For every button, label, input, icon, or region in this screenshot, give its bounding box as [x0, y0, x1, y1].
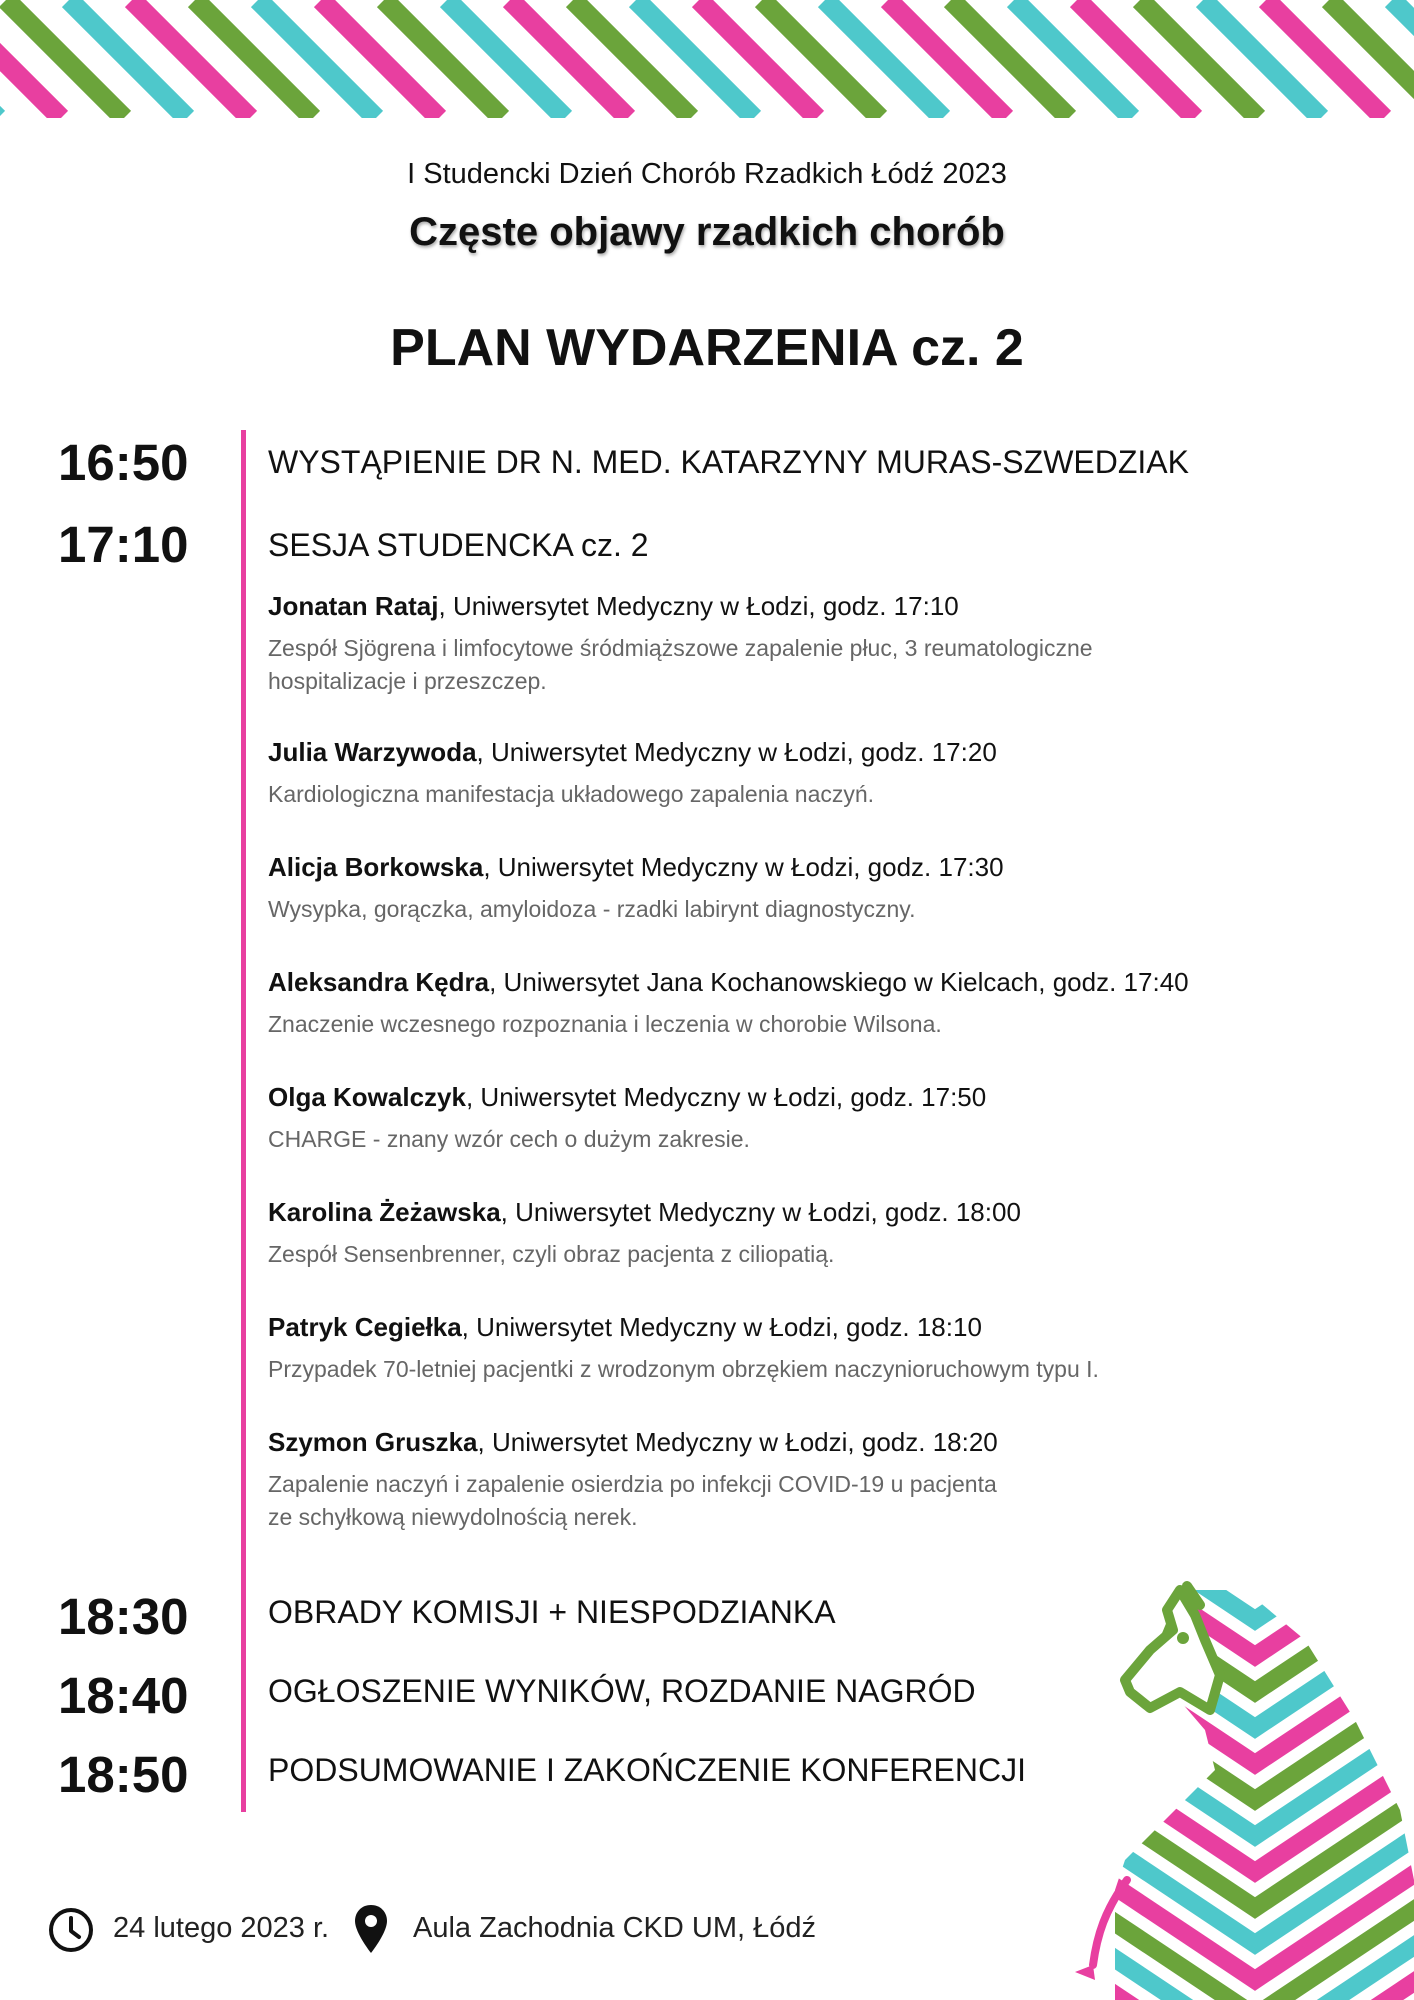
talk-topic: Zespół Sjögrena i limfocytowe śródmiąższowe zapalenie płuc, 3 reumatologiczne — [268, 635, 1093, 661]
stripe — [699, 0, 817, 118]
slot-title: SESJA STUDENCKA cz. 2 — [268, 527, 649, 563]
slot-title: OGŁOSZENIE WYNIKÓW, ROZDANIE NAGRÓD — [268, 1673, 976, 1709]
speaker-details: , Uniwersytet Jana Kochanowskiego w Kielcach, godz. 17:40 — [489, 967, 1189, 997]
event-name: I Studencki Dzień Chorób Rzadkich Łódź 2023 — [407, 158, 1007, 190]
speaker-name: Julia Warzywoda — [268, 737, 477, 767]
stripe — [1140, 0, 1258, 118]
zebra-stripe — [1075, 1680, 1414, 1800]
slot-title: OBRADY KOMISJI + NIESPODZIANKA — [268, 1594, 836, 1630]
talk-item — [268, 1195, 1228, 1271]
slot-title: WYSTĄPIENIE DR N. MED. KATARZYNY MURAS-SZWEDZIAK — [268, 444, 1189, 480]
event-location: Aula Zachodnia CKD UM, Łódź — [413, 1912, 816, 1944]
zebra-stripe — [1075, 1644, 1414, 1764]
stripe — [6, 0, 124, 118]
speaker-details: , Uniwersytet Medyczny w Łodzi, godz. 18:10 — [461, 1312, 982, 1342]
stripe — [447, 0, 565, 118]
event-subtitle: Częste objawy rzadkich chorób — [409, 210, 1005, 254]
talk-topic: Kardiologiczna manifestacja układowego zapalenia naczyń. — [268, 781, 875, 807]
stripe — [258, 0, 376, 118]
time-label: 16:50 — [58, 434, 189, 491]
zebra-illustration — [1055, 1580, 1414, 2000]
talk-item — [268, 965, 1228, 1041]
timeline-line — [241, 430, 246, 1812]
speaker-name: Jonatan Rataj — [268, 591, 439, 621]
stripe — [1266, 0, 1384, 118]
speaker-details: , Uniwersytet Medyczny w Łodzi, godz. 17:50 — [465, 1082, 987, 1112]
talk-topic: CHARGE - znany wzór cech o dużym zakresie. — [268, 1126, 750, 1152]
stripe — [69, 0, 187, 118]
talk-item — [268, 1310, 1228, 1386]
talk-item — [268, 850, 1228, 926]
talk-topic: Przypadek 70-letniej pacjentki z wrodzonym obrzękiem naczynioruchowym typu I. — [268, 1356, 1099, 1382]
time-label: 18:40 — [58, 1667, 189, 1724]
stripe — [888, 0, 1006, 118]
talk-item — [268, 1080, 1228, 1156]
talk-item — [268, 589, 1228, 698]
talk-topic: Zespół Sensenbrenner, czyli obraz pacjenta z ciliopatią. — [268, 1241, 835, 1267]
talk-topic: Znaczenie wczesnego rozpoznania i leczenia w chorobie Wilsona. — [268, 1011, 942, 1037]
stripe — [762, 0, 880, 118]
clock-icon — [48, 1907, 94, 1953]
speaker-details: , Uniwersytet Medyczny w Łodzi, godz. 17:30 — [483, 852, 1004, 882]
stripe — [321, 0, 439, 118]
stripe — [1203, 0, 1321, 118]
event-date: 24 lutego 2023 r. — [113, 1912, 330, 1944]
slot-title: PODSUMOWANIE I ZAKOŃCZENIE KONFERENCJI — [268, 1752, 1026, 1788]
stripe — [1077, 0, 1195, 118]
stripe — [510, 0, 628, 118]
stripe — [132, 0, 250, 118]
talk-topic: Wysypka, gorączka, amyloidoza - rzadki labirynt diagnostyczny. — [268, 896, 916, 922]
zebra-stripe — [1075, 1608, 1414, 1728]
talk-item — [268, 1425, 1228, 1534]
speaker-name: Szymon Gruszka — [268, 1427, 478, 1457]
speaker-details: , Uniwersytet Medyczny w Łodzi, godz. 18:00 — [500, 1197, 1021, 1227]
stripe — [384, 0, 502, 118]
talk-topic: hospitalizacje i przeszczep. — [268, 668, 547, 694]
speaker-details: , Uniwersytet Medyczny w Łodzi, godz. 17:20 — [476, 737, 997, 767]
speaker-name: Aleksandra Kędra — [268, 967, 490, 997]
page-title: PLAN WYDARZENIA cz. 2 — [390, 319, 1024, 377]
talk-item — [268, 735, 1228, 811]
talk-topic: ze schyłkową niewydolnością nerek. — [268, 1504, 638, 1530]
stripe — [636, 0, 754, 118]
speaker-name: Alicja Borkowska — [268, 852, 484, 882]
stripe — [951, 0, 1069, 118]
time-label: 18:50 — [58, 1746, 189, 1803]
top-stripe-border — [0, 0, 1414, 118]
stripe — [573, 0, 691, 118]
stripe — [825, 0, 943, 118]
time-label: 18:30 — [58, 1588, 189, 1645]
stripe — [195, 0, 313, 118]
speaker-name: Patryk Cegiełka — [268, 1312, 462, 1342]
talk-topic: Zapalenie naczyń i zapalenie osierdzia po infekcji COVID-19 u pacjenta — [268, 1471, 997, 1497]
stripe — [1014, 0, 1132, 118]
speaker-details: , Uniwersytet Medyczny w Łodzi, godz. 17:10 — [438, 591, 959, 621]
time-label: 17:10 — [58, 516, 189, 573]
speaker-details: , Uniwersytet Medyczny w Łodzi, godz. 18:20 — [477, 1427, 998, 1457]
map-pin-icon — [353, 1903, 389, 1955]
zebra-stripe — [1075, 1580, 1414, 1620]
speaker-name: Karolina Żeżawska — [268, 1197, 501, 1227]
zebra-stripe — [1075, 1716, 1414, 1836]
speaker-name: Olga Kowalczyk — [268, 1082, 466, 1112]
